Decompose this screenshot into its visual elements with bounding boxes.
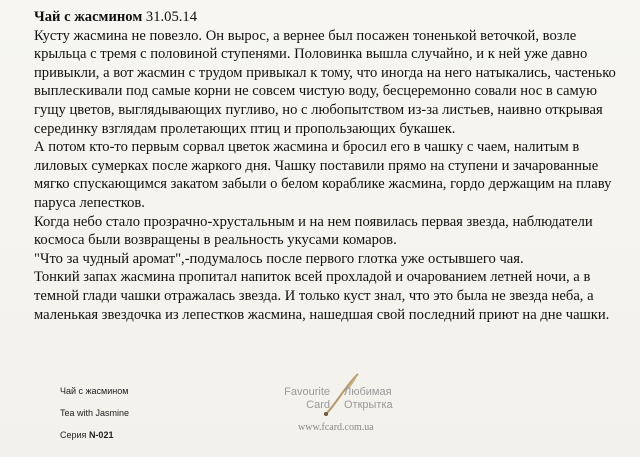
caption-en: Tea with Jasmine: [60, 408, 130, 418]
publisher-url: www.fcard.com.ua: [298, 422, 374, 433]
series-label: Серия N-021: [60, 430, 114, 440]
story-date: 31.05.14: [145, 9, 197, 25]
heading: [34, 8, 630, 27]
text-block: [34, 8, 630, 324]
paragraph-5: Тонкий запах жасмина пропитал напиток всей прохладой и очарованием летней ночи, а в темной глади чашки отражалась звезда. И только куст знал, что это была не звезда неба, а маленькая звездочка из лепестков жасмина, нашедшая свой последний приют на дне чашки.: [34, 269, 610, 323]
card-caption: [60, 380, 129, 446]
publisher-logo: [262, 372, 452, 444]
paragraph-4: "Что за чудный аромат",-подумалось после первого глотка уже остывшего чая.: [34, 250, 524, 267]
paragraph-3: Когда небо стало прозрачно-хрустальным и на нем появилась первая звезда, наблюдатели космоса были возвращены в реальность укусами комаров.: [34, 213, 593, 249]
logo-text-ru: Любимая Открытка: [344, 386, 393, 411]
logo-text-en: Favourite Card: [284, 386, 330, 411]
caption-ru: Чай с жасмином: [60, 386, 129, 396]
story-title: Чай с жасмином: [34, 9, 143, 25]
series-number: N-021: [88, 430, 114, 440]
paragraph-1: Кусту жасмина не повезло. Он вырос, а вернее был посажен тоненькой веточкой, возле крыльца с тремя с половиной ступенями. Половинка вышла случайно, и к ней уже давно привыкли, а вот жасмин с трудом привыкал к тому, что иногда на него натыкались, частенько выплескивали под самые корни не совсем чистую воду, бесцеремонно совали нос в самую гущу цветов, выглядывающих пугливо, но с любопытством из-за листьев, наивно открывая серединку взглядам пролетающих птиц и пропользающих букашек.: [34, 27, 616, 137]
paragraph-2: А потом кто-то первым сорвал цветок жасмина и бросил его в чашку с чаем, налитым в лиловых сумерках после жаркого дня. Чашку поставили прямо на ступени и зачарованные мягко спускающимся закатом забыли о белом кораблике жасмина, гордо держащим на плаву паруса лепестков.: [34, 139, 612, 211]
